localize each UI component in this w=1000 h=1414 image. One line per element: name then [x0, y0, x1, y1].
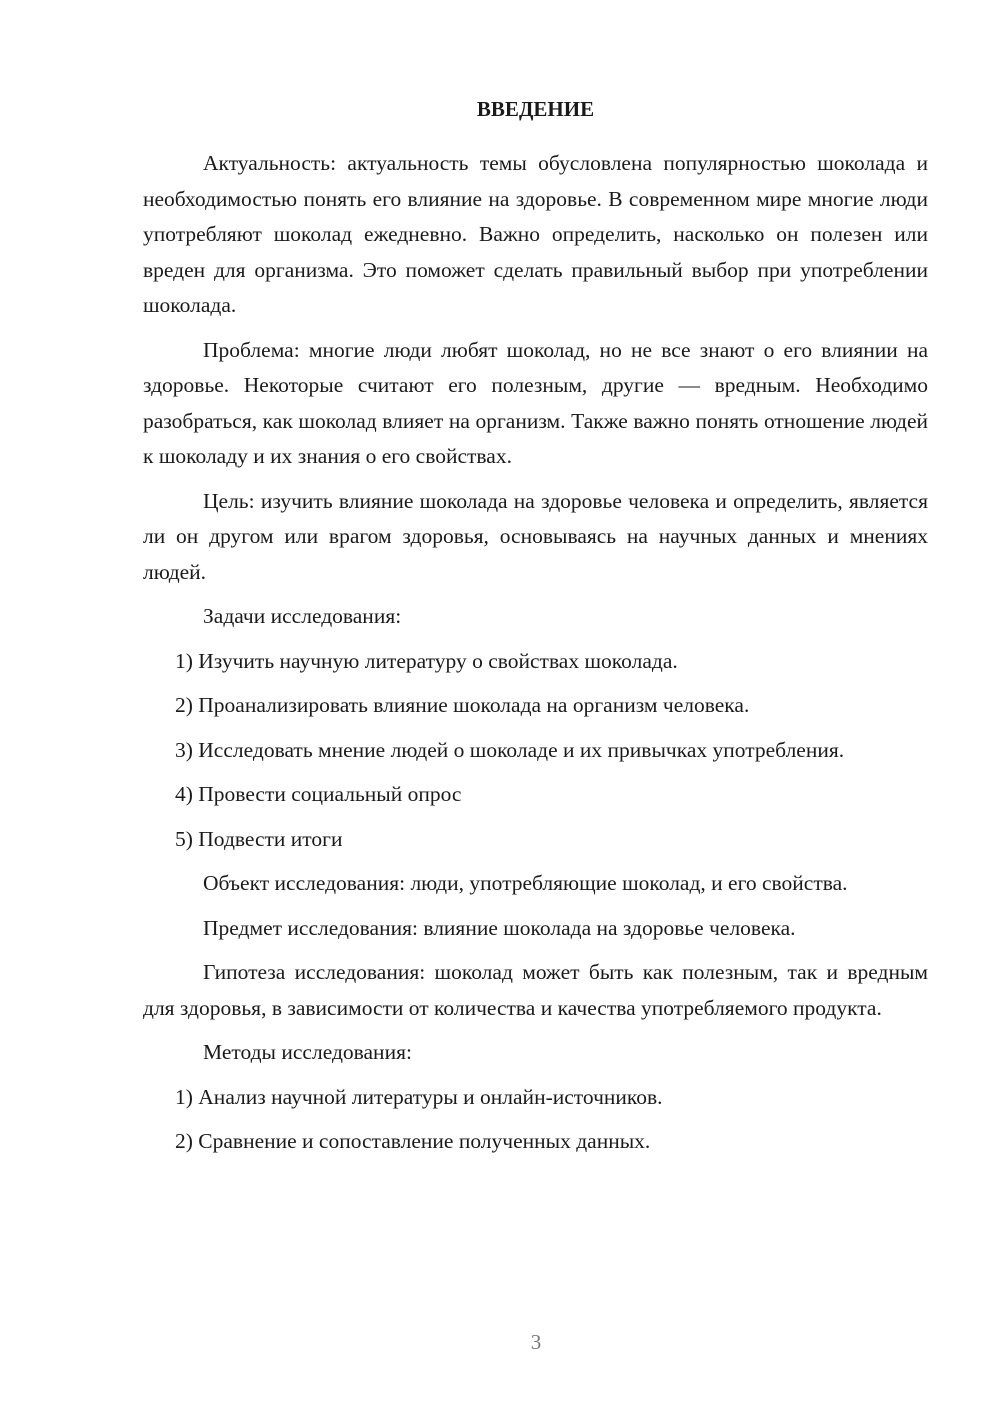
- method-item: 1) Анализ научной литературы и онлайн-источников.: [175, 1084, 663, 1109]
- hypothesis-paragraph: Гипотеза исследования: шоколад может быть как полезным, так и вредным для здоровья, в зависимости от количества и качества употребляемого продукта.: [143, 960, 928, 1020]
- object-paragraph: Объект исследования: люди, употребляющие шоколад, и его свойства.: [203, 871, 848, 895]
- task-item: 2) Проанализировать влияние шоколада на организм человека.: [175, 693, 750, 717]
- relevance-paragraph: Актуальность: актуальность темы обусловлена популярностью шоколада и необходимостью понять его влияние на здоровье. В современном мире многие люди употребляют шоколад ежедневно. Важно определить, насколько он полезен или вреден для организма. Это поможет сделать правильный выбор при употреблении шоколада.: [143, 151, 928, 317]
- method-item: 2) Сравнение и сопоставление полученных данных.: [175, 1129, 651, 1153]
- page-title: ВВЕДЕНИЕ: [476, 97, 595, 121]
- task-item: 4) Провести социальный опрос: [175, 782, 462, 806]
- methods-heading: Методы исследования:: [203, 1040, 412, 1064]
- tasks-heading: Задачи исследования:: [203, 604, 402, 628]
- task-item: 5) Подвести итоги: [175, 826, 343, 851]
- page-number: 3: [530, 1330, 542, 1354]
- document-page: [143, 92, 928, 1169]
- problem-paragraph: Проблема: многие люди любят шоколад, но не все знают о его влиянии на здоровье. Некоторые считают его полезным, другие — вредным. Необходимо разобраться, как шоколад влияет на организм. Также важно понять отношение людей к шоколаду и их знания о его свойствах.: [143, 337, 928, 468]
- task-item: 3) Исследовать мнение людей о шоколаде и их привычках употребления.: [175, 737, 845, 762]
- goal-paragraph: Цель: изучить влияние шоколада на здоровье человека и определить, является ли он другом или врагом здоровья, основываясь на научных данных и мнениях людей.: [143, 488, 928, 584]
- task-item: 1) Изучить научную литературу о свойствах шоколада.: [175, 648, 678, 673]
- subject-paragraph: Предмет исследования: влияние шоколада на здоровье человека.: [203, 915, 796, 940]
